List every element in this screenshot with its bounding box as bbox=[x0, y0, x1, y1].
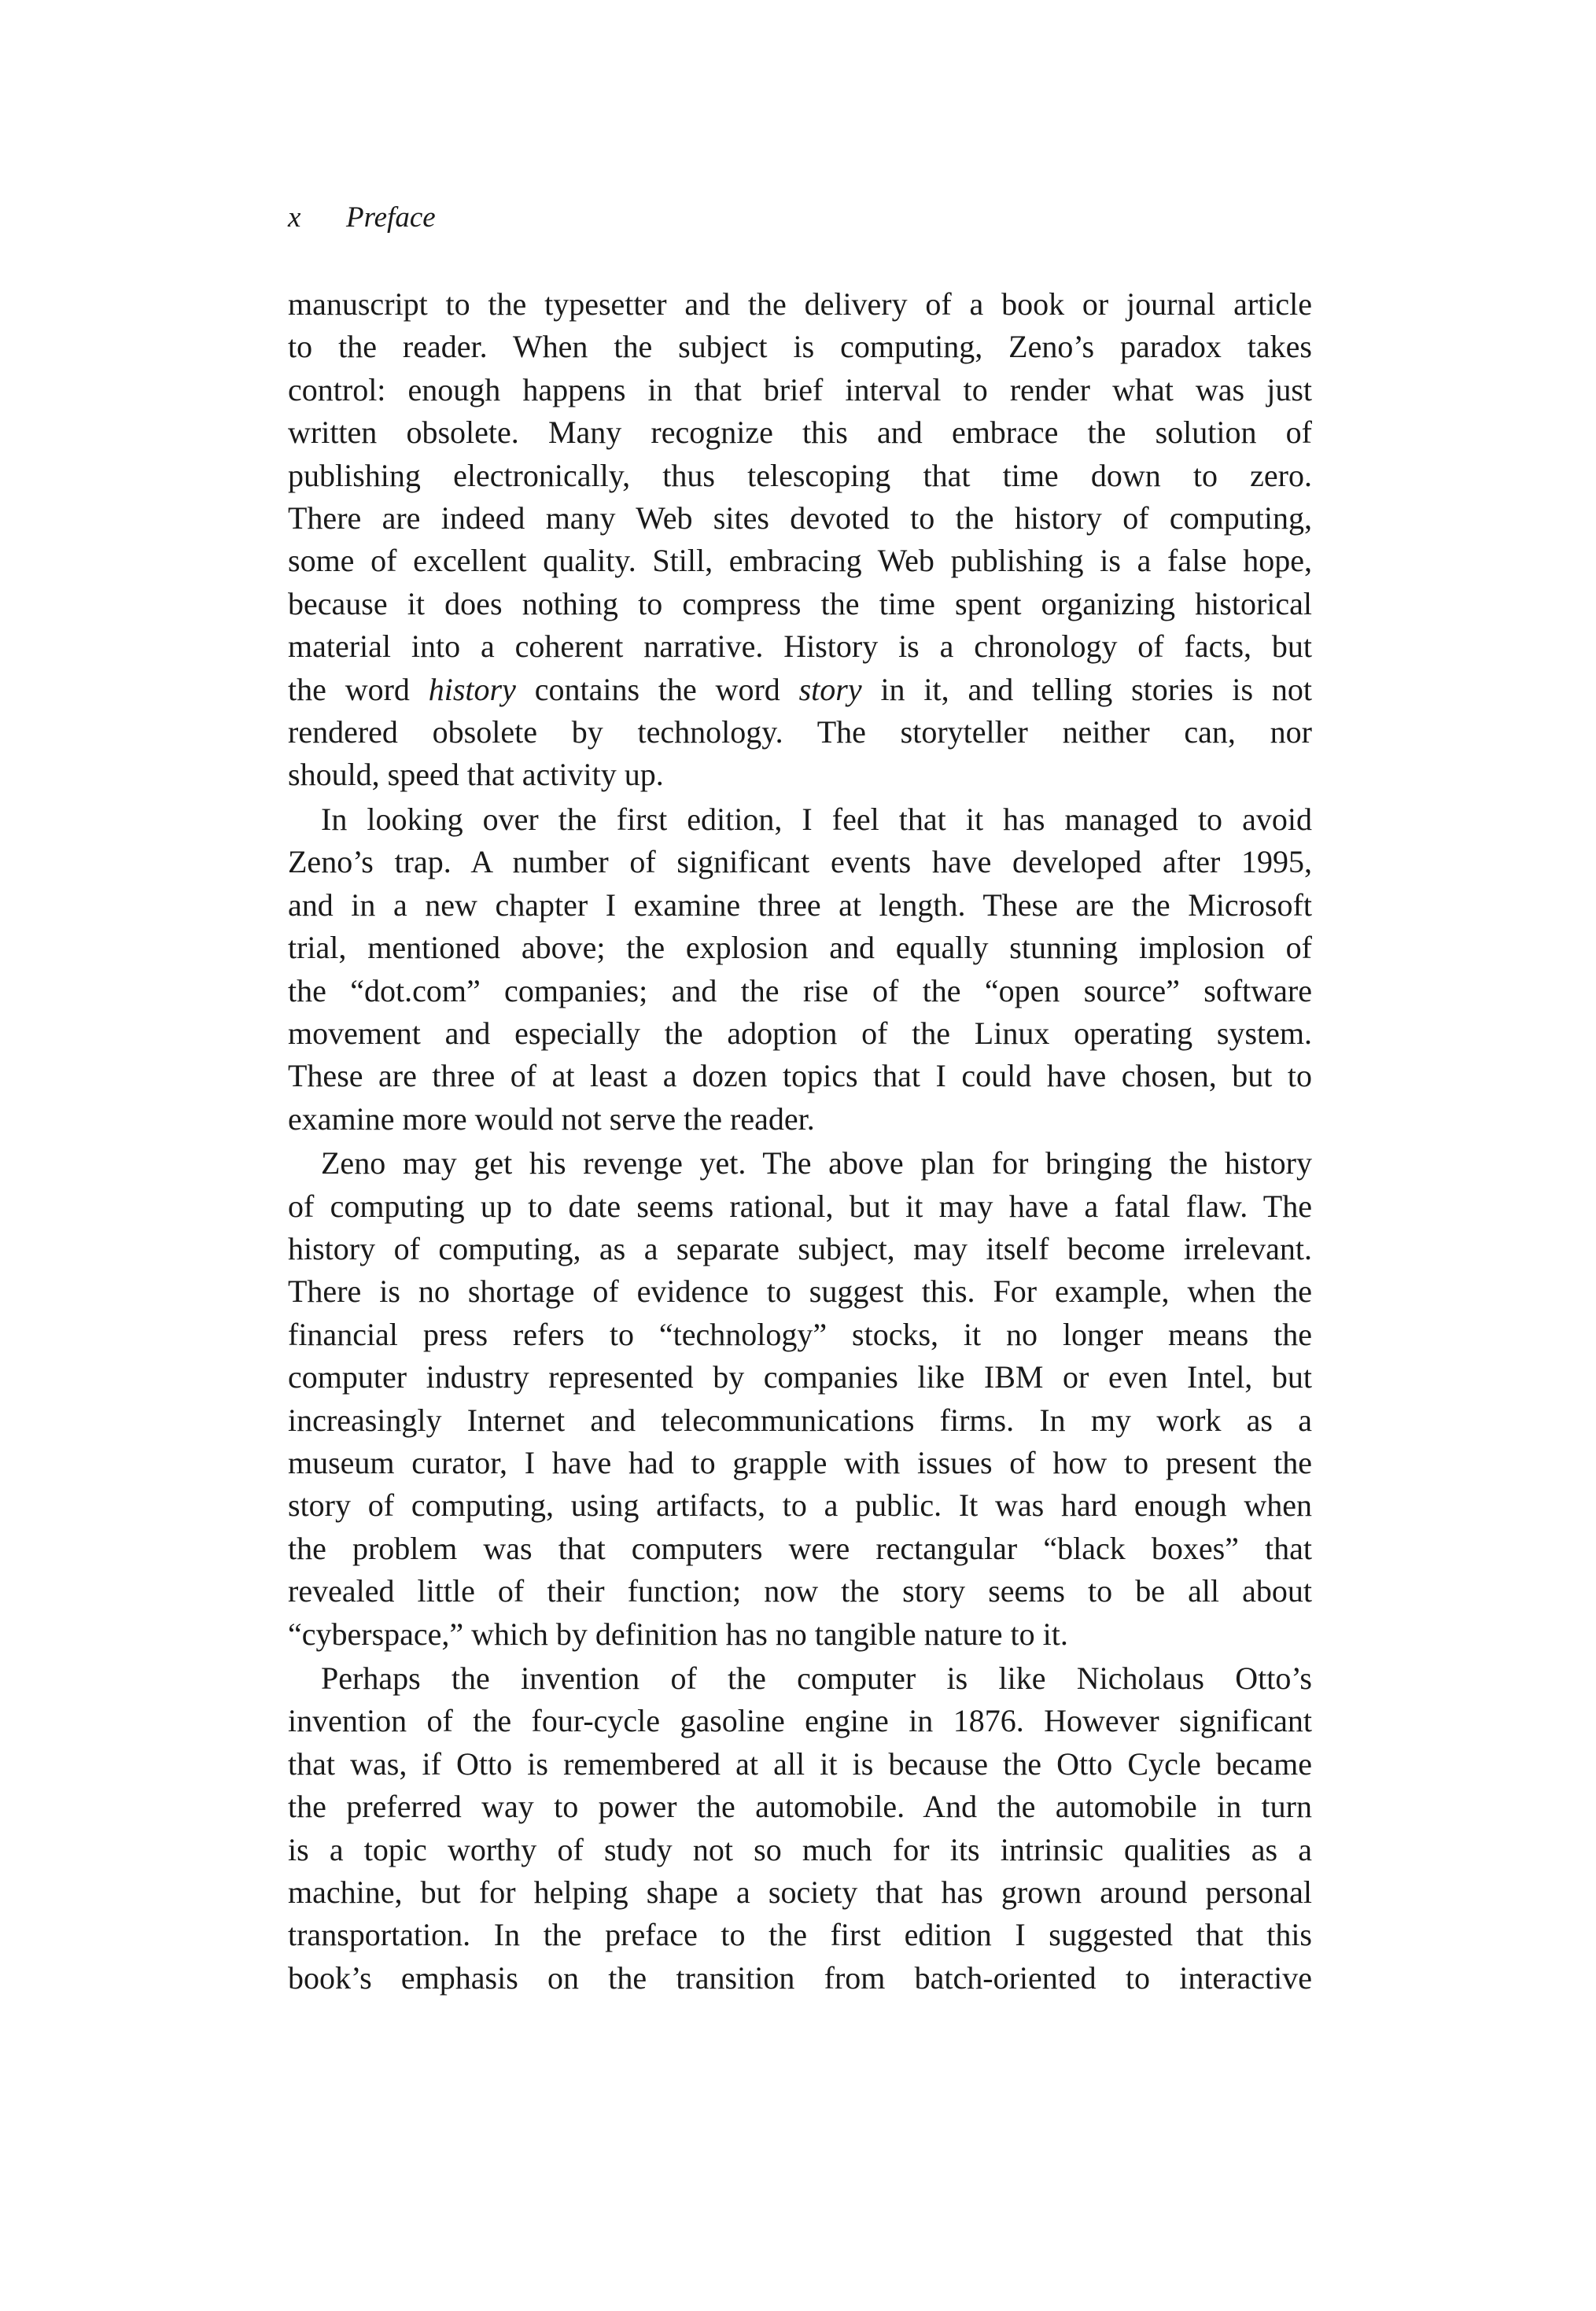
text-line: written obsolete. Many recognize this and embrace the solution of bbox=[288, 415, 1312, 451]
text-line: computer industry represented by companies like IBM or even Intel, but bbox=[288, 1359, 1312, 1395]
text-segment: in it, and telling stories is not bbox=[861, 671, 1313, 707]
text-line: to the reader. When the subject is computing, Zeno’s paradox takes bbox=[288, 329, 1312, 365]
text-line: the problem was that computers were rectangular “black boxes” that bbox=[288, 1530, 1312, 1566]
text-segment: contains the word bbox=[515, 671, 799, 707]
text-line: material into a coherent narrative. History is a chronology of facts, but bbox=[288, 628, 1312, 665]
text-line: that was, if Otto is remembered at all it is because the Otto Cycle became bbox=[288, 1745, 1312, 1782]
paragraph-3 bbox=[288, 1142, 1312, 1656]
running-title: Preface bbox=[346, 201, 436, 234]
text-line: rendered obsolete by technology. The storyteller neither can, nor bbox=[288, 714, 1312, 750]
text-line: Zeno’s trap. A number of significant events have developed after 1995, bbox=[288, 844, 1312, 880]
text-line: invention of the four-cycle gasoline engine in 1876. However significant bbox=[288, 1703, 1312, 1739]
text-line: control: enough happens in that brief interval to render what was just bbox=[288, 371, 1312, 407]
text-line: increasingly Internet and telecommunications firms. In my work as a bbox=[288, 1402, 1312, 1438]
body-text bbox=[288, 283, 1312, 2000]
text-line: These are three of at least a dozen topics that I could have chosen, but to bbox=[288, 1058, 1312, 1094]
text-line-with-emphasis bbox=[288, 669, 1312, 711]
text-line: publishing electronically, thus telescoping that time down to zero. bbox=[288, 457, 1312, 493]
text-line: financial press refers to “technology” stocks, it no longer means the bbox=[288, 1316, 1312, 1352]
page-number: x bbox=[288, 201, 301, 234]
text-line: Perhaps the invention of the computer is like Nicholaus Otto’s bbox=[321, 1660, 1312, 1696]
paragraph-4 bbox=[288, 1657, 1312, 2000]
text-line: the “dot.com” companies; and the rise of the “open source” software bbox=[288, 972, 1312, 1008]
text-line: Zeno may get his revenge yet. The above plan for bringing the history bbox=[321, 1145, 1312, 1181]
running-head bbox=[288, 203, 436, 232]
text-line: trial, mentioned above; the explosion and equally stunning implosion of bbox=[288, 930, 1312, 966]
text-line: transportation. In the preface to the first edition I suggested that this bbox=[288, 1917, 1312, 1953]
text-line: revealed little of their function; now the story seems to be all about bbox=[288, 1573, 1312, 1609]
text-line: history of computing, as a separate subject, may itself become irrelevant. bbox=[288, 1230, 1312, 1266]
text-line: examine more would not serve the reader. bbox=[288, 1100, 815, 1137]
text-line: and in a new chapter I examine three at length. These are the Microsoft bbox=[288, 886, 1312, 923]
text-line: In looking over the first edition, I feel that it has managed to avoid bbox=[321, 801, 1312, 837]
text-line: There are indeed many Web sites devoted to the history of computing, bbox=[288, 500, 1312, 536]
emphasis-story: story bbox=[798, 671, 862, 707]
text-line: the preferred way to power the automobile. And the automobile in turn bbox=[288, 1789, 1312, 1825]
text-line: of computing up to date seems rational, but it may have a fatal flaw. The bbox=[288, 1188, 1312, 1224]
text-line: movement and especially the adoption of the Linux operating system. bbox=[288, 1015, 1312, 1051]
paragraph-1 bbox=[288, 283, 1312, 797]
text-segment: the word bbox=[288, 671, 429, 707]
text-line: should, speed that activity up. bbox=[288, 757, 664, 793]
text-line: book’s emphasis on the transition from batch-oriented to interactive bbox=[288, 1959, 1312, 1996]
text-line: manuscript to the typesetter and the delivery of a book or journal article bbox=[288, 286, 1312, 322]
text-line: because it does nothing to compress the time spent organizing historical bbox=[288, 585, 1312, 621]
text-line: some of excellent quality. Still, embracing Web publishing is a false hope, bbox=[288, 543, 1312, 579]
paragraph-2 bbox=[288, 798, 1312, 1141]
text-line: machine, but for helping shape a society that has grown around personal bbox=[288, 1874, 1312, 1911]
text-line: “cyberspace,” which by definition has no tangible nature to it. bbox=[288, 1616, 1068, 1652]
text-line: story of computing, using artifacts, to a public. It was hard enough when bbox=[288, 1487, 1312, 1524]
text-line: museum curator, I have had to grapple with issues of how to present the bbox=[288, 1444, 1312, 1480]
text-line: There is no shortage of evidence to suggest this. For example, when the bbox=[288, 1273, 1312, 1310]
text-line: is a topic worthy of study not so much for its intrinsic qualities as a bbox=[288, 1831, 1312, 1867]
emphasis-history: history bbox=[428, 671, 516, 707]
